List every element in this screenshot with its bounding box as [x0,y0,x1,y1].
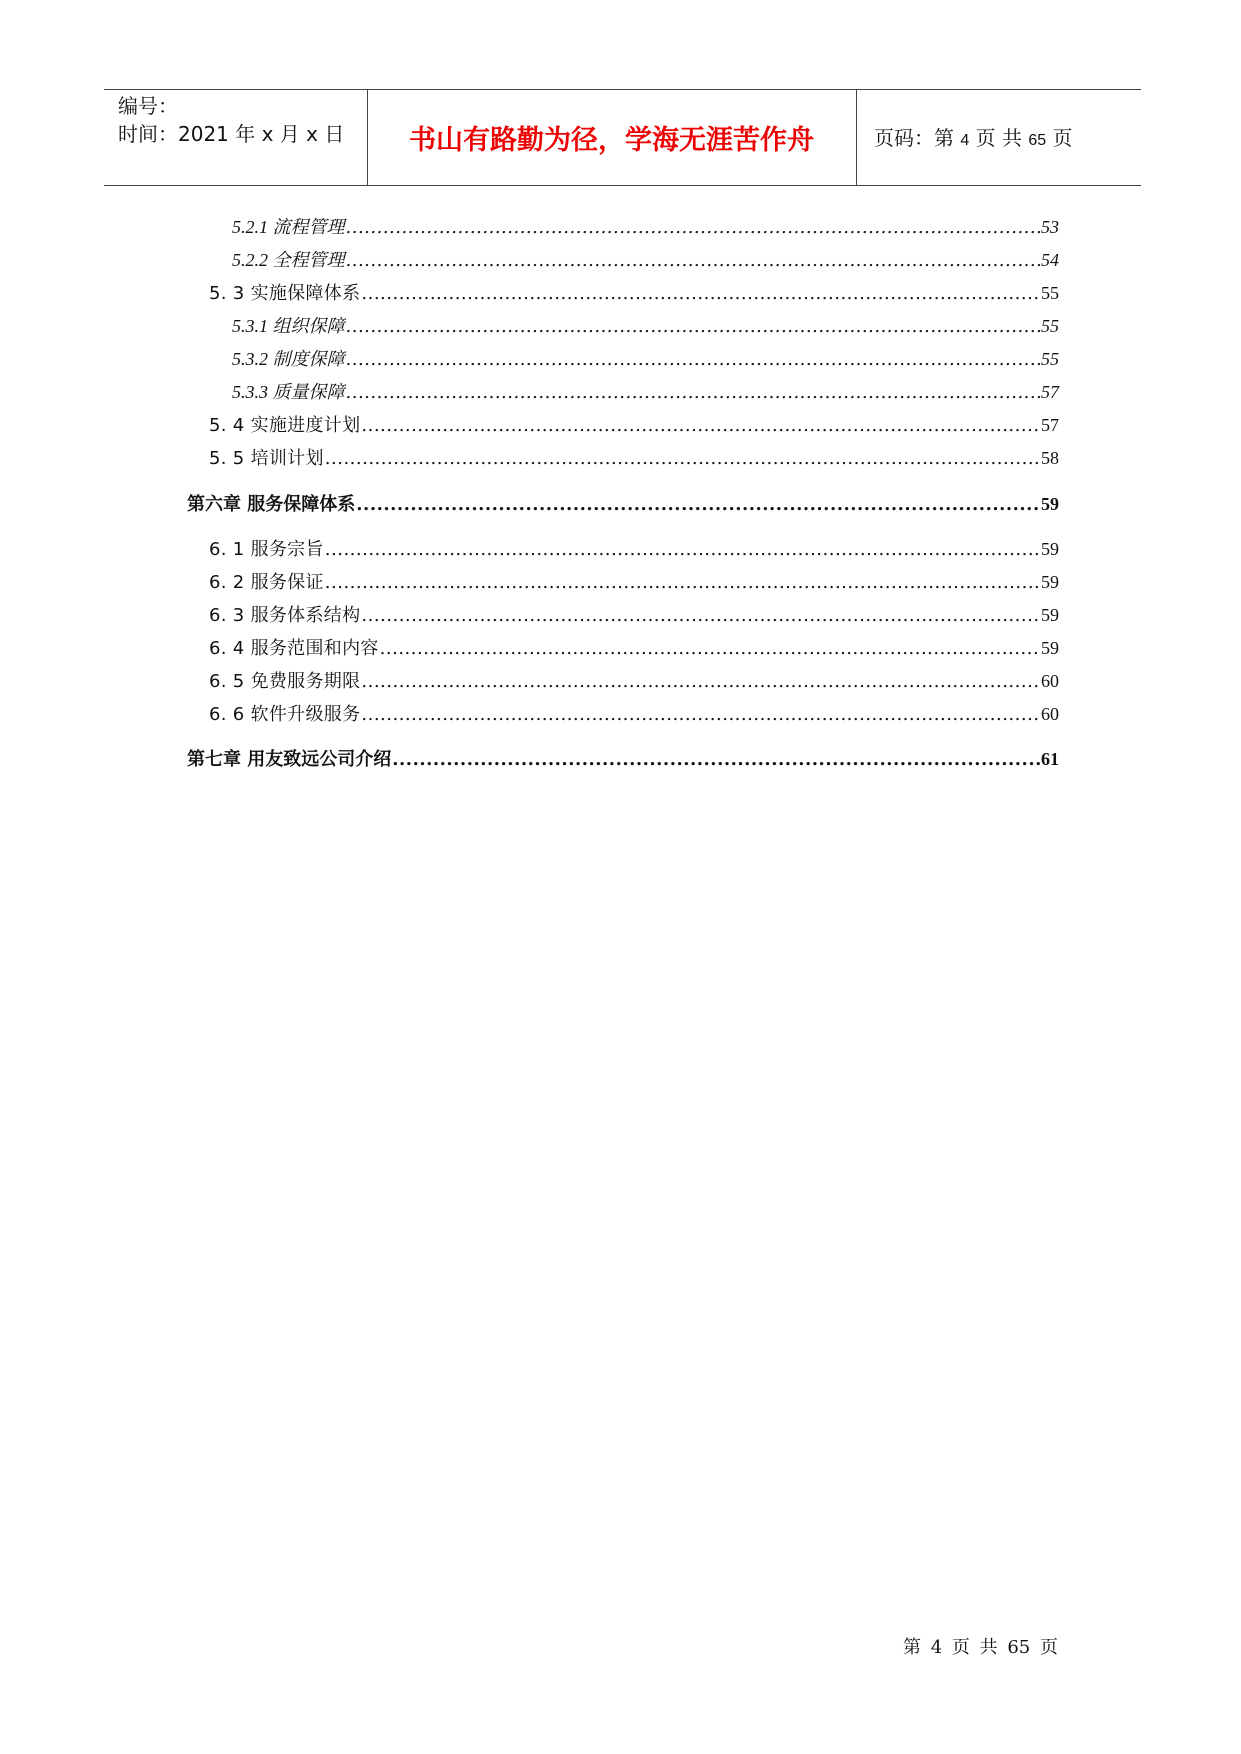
page-mid: 页 共 [975,126,1022,150]
header-page-number [874,122,1073,151]
toc-entry-page: 54 [1041,250,1059,270]
toc-entry-label: 5.3.3 质量保障 [232,382,345,402]
toc-leader [346,380,1041,406]
toc-leader [346,314,1041,340]
time-label: 时间：2021 年 x 月 x 日 [118,122,345,146]
toc-entry-label: 5. 4 实施进度计划 [209,415,361,436]
toc-entry-page: 59 [1041,572,1059,592]
header-info [118,92,344,148]
toc-entry-label: 第七章 用友致远公司介绍 [187,749,392,770]
toc-leader [346,347,1041,373]
toc-leader [361,603,1040,629]
toc-entry[interactable] [209,412,1059,438]
toc-entry-page: 60 [1041,704,1059,724]
toc-leader [325,537,1040,563]
toc-entry[interactable] [209,280,1059,306]
page-footer: 第 4 页 共 65 页 [903,1637,1058,1658]
toc-entry[interactable] [209,569,1059,595]
toc-entry-label: 6. 4 服务范围和内容 [209,638,379,659]
toc-leader [356,492,1040,518]
toc-leader [346,248,1041,274]
toc-leader [392,747,1040,773]
header-motto: 书山有路勤为径，学海无涯苦作舟 [409,125,814,156]
toc-entry[interactable] [187,746,1059,772]
page-total: 65 [1028,132,1047,149]
toc-entry[interactable] [209,635,1059,661]
toc-entry-page: 58 [1041,448,1059,468]
toc-entry-page: 55 [1041,349,1059,369]
toc-leader [325,570,1040,596]
toc-entry-page: 53 [1041,217,1059,237]
toc-entry-page: 57 [1041,382,1059,402]
toc-entry-label: 第六章 服务保障体系 [187,494,356,515]
page-current: 4 [960,132,970,149]
toc-entry-label: 6. 5 免费服务期限 [209,671,361,692]
toc-entry-page: 59 [1041,494,1059,514]
toc-entry-label: 5. 5 培训计划 [209,448,324,469]
toc-entry-page: 55 [1041,316,1059,336]
toc-entry[interactable] [209,701,1059,727]
toc-leader [380,636,1040,662]
toc-entry[interactable] [209,536,1059,562]
toc-entry-page: 55 [1041,283,1059,303]
toc-leader [346,215,1041,241]
toc-entry-label: 6. 6 软件升级服务 [209,704,361,725]
page-suffix: 页 [1052,126,1073,150]
toc-leader [361,413,1040,439]
toc-entry-page: 59 [1041,605,1059,625]
toc-leader [325,446,1040,472]
toc-entry-page: 59 [1041,539,1059,559]
toc-entry-label: 5.2.2 全程管理 [232,250,345,270]
toc-entry[interactable] [232,313,1059,339]
toc-entry-label: 6. 1 服务宗旨 [209,539,324,560]
toc-entry[interactable] [187,491,1059,517]
toc-entry-label: 5.3.2 制度保障 [232,349,345,369]
toc-leader [361,702,1040,728]
toc-entry[interactable] [232,214,1059,240]
page-header [104,89,1141,186]
toc-entry-page: 59 [1041,638,1059,658]
header-divider [856,90,857,185]
toc-entry[interactable] [232,379,1059,405]
toc-leader [361,669,1040,695]
toc-entry-label: 5. 3 实施保障体系 [209,283,361,304]
toc-entry-page: 60 [1041,671,1059,691]
serial-label: 编号： [118,94,178,118]
toc-entry-label: 6. 2 服务保证 [209,572,324,593]
toc-entry[interactable] [209,668,1059,694]
page-prefix: 页码：第 [874,126,954,150]
toc-entry-label: 6. 3 服务体系结构 [209,605,361,626]
toc-entry-label: 5.3.1 组织保障 [232,316,345,336]
toc-entry[interactable] [232,346,1059,372]
toc-entry-page: 61 [1041,749,1059,769]
toc-entry[interactable] [209,602,1059,628]
toc-entry[interactable] [209,445,1059,471]
toc-leader [361,281,1040,307]
toc-entry[interactable] [232,247,1059,273]
toc-entry-label: 5.2.1 流程管理 [232,217,345,237]
toc-entry-page: 57 [1041,415,1059,435]
